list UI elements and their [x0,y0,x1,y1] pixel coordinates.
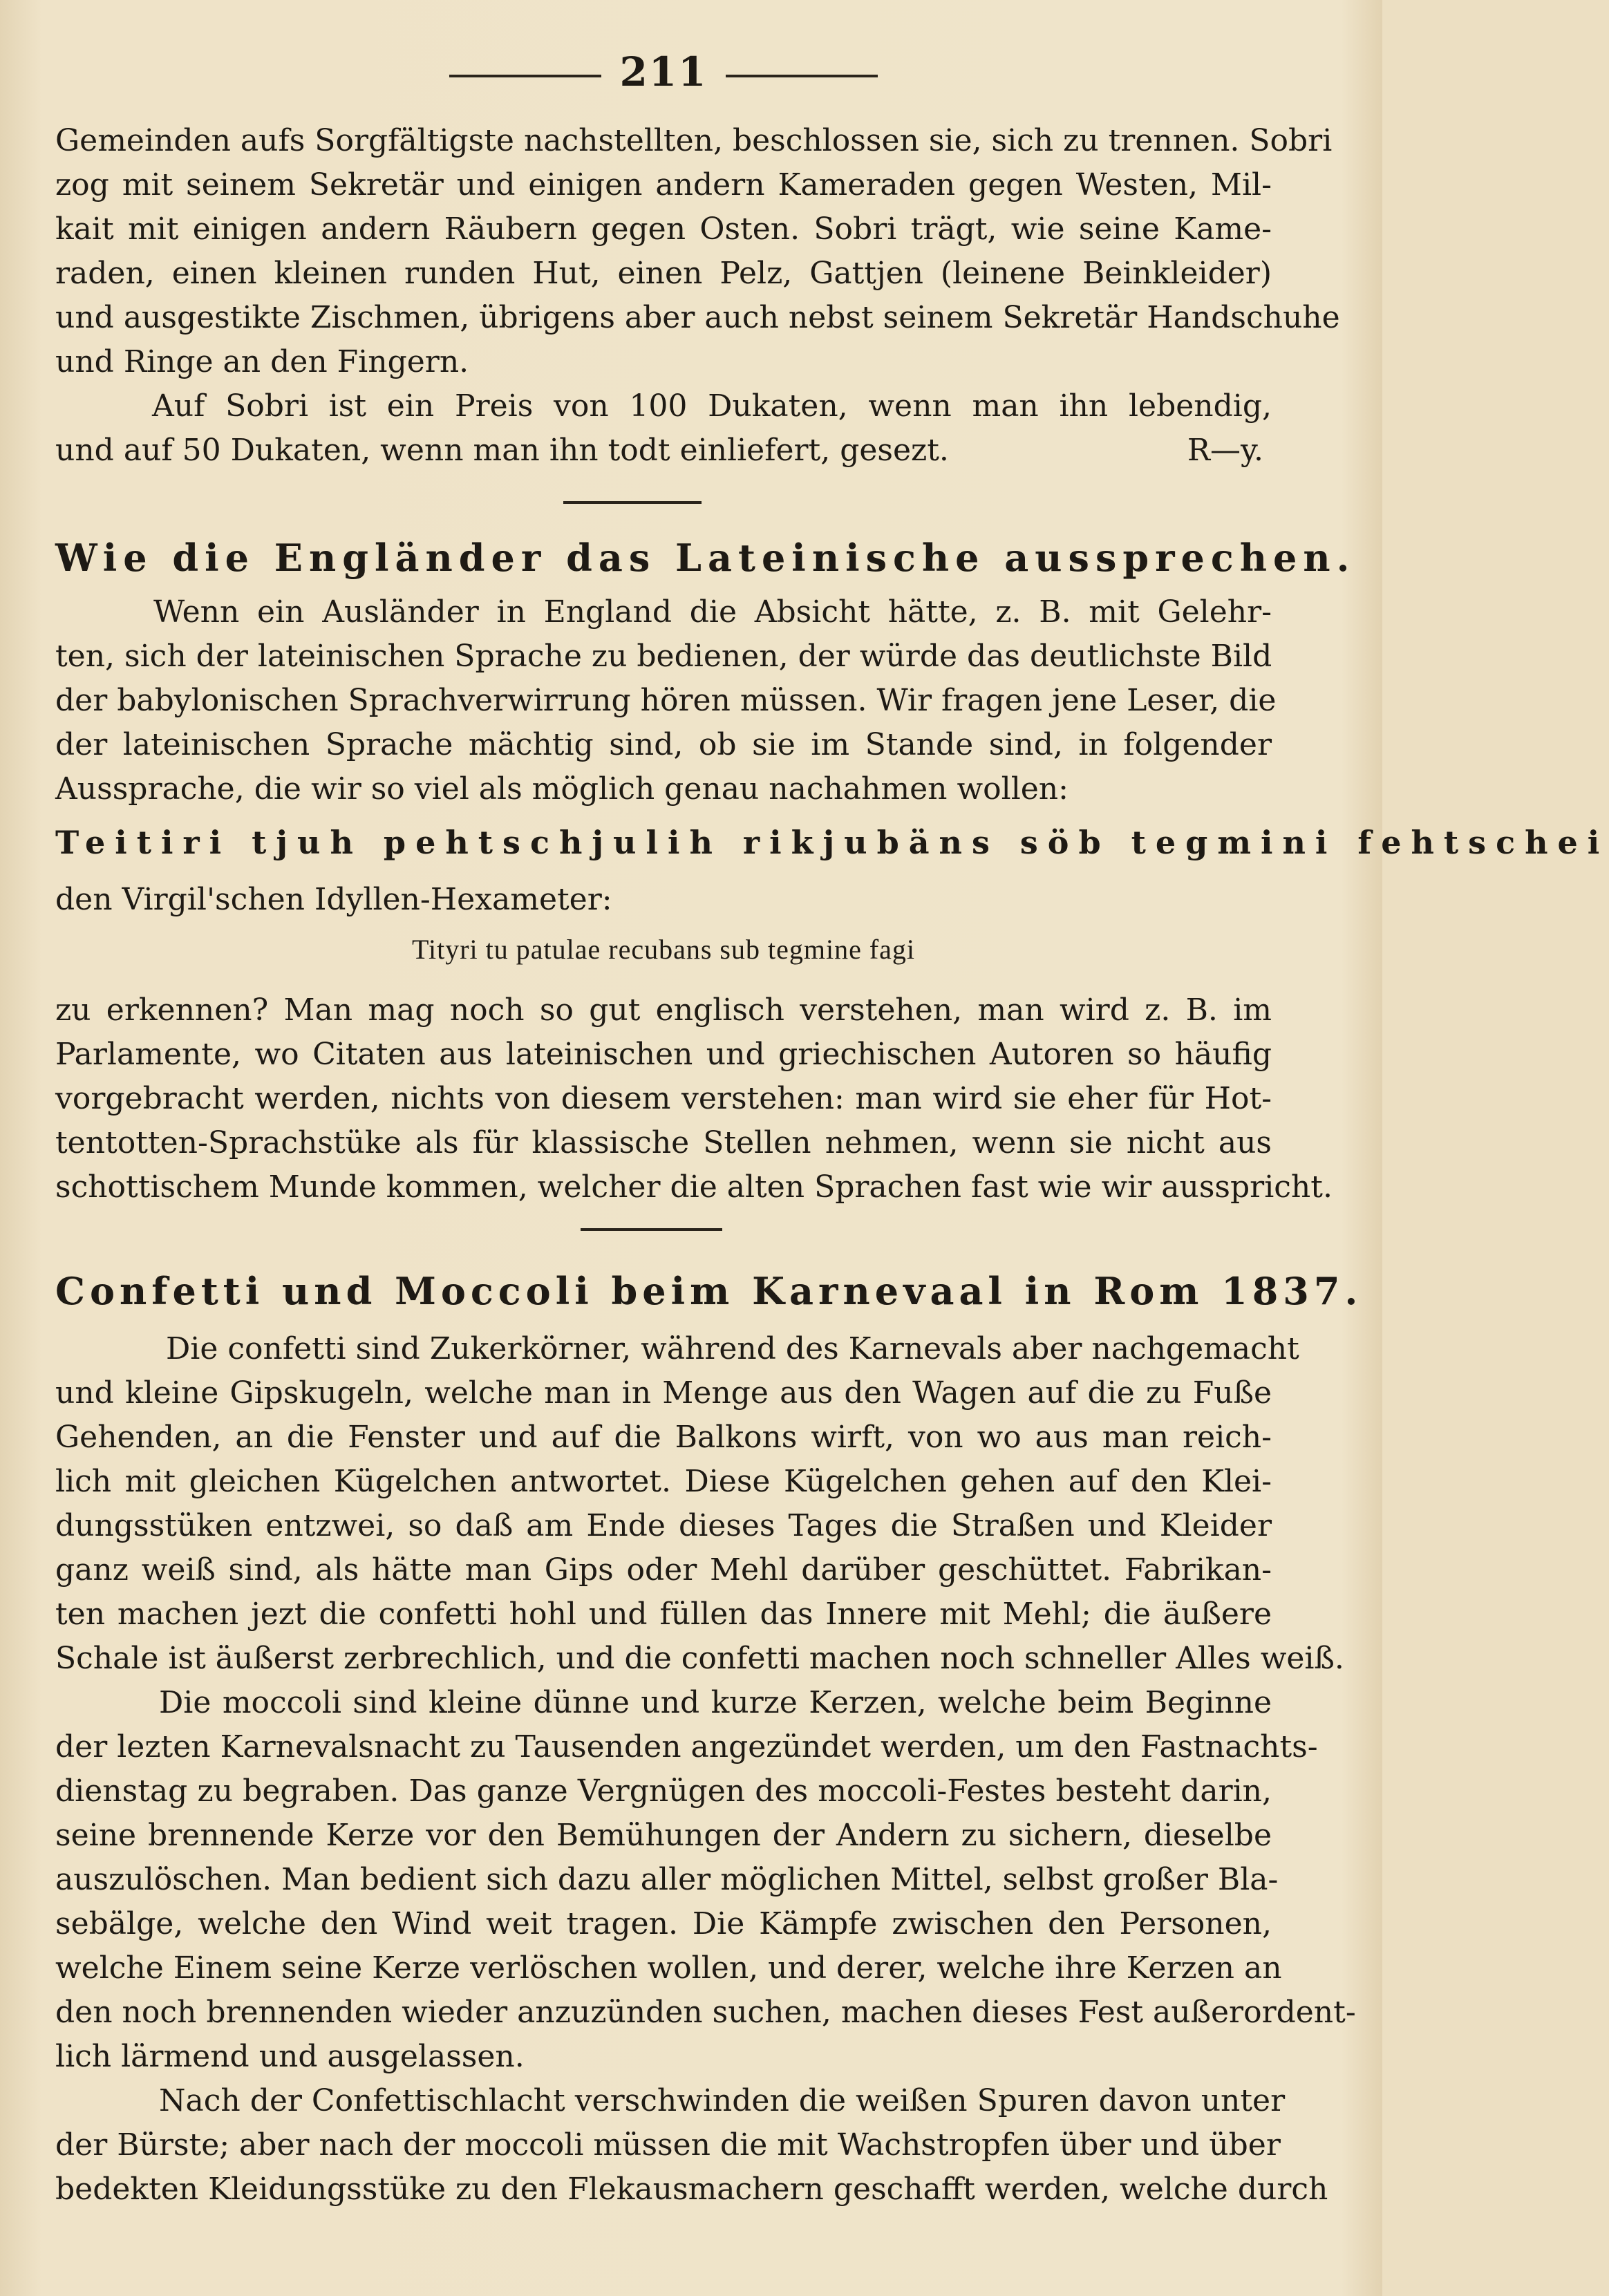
text-line: zog mit seinem Sekretär und einigen andern Kameraden gegen Westen, Mil- [55,167,1272,203]
latin-verse: Tityri tu patulae recubans sub tegmine fagi [411,934,916,965]
text-line: und Ringe an den Fingern. [55,344,469,379]
text-line: und ausgestikte Zischmen, übrigens aber auch nebst seinem Sekretär Handschuhe [55,300,1340,335]
section-separator [581,1228,722,1231]
section-latin-pronunciation-end [55,988,1333,1210]
text-line: den Virgil'schen Idyllen-Hexameter: [55,882,612,917]
text-line: Gehenden, an die Fenster und auf die Balkons wirft, von wo aus man reich- [55,1420,1272,1455]
text-line: und kleine Gipskugeln, welche man in Menge aus den Wagen auf die zu Fuße [55,1375,1272,1411]
article-title: Confetti und Moccoli beim Karnevaal in Rom 1837. [55,1269,1363,1313]
header-rule-left [449,75,601,77]
text-line: seine brennende Kerze vor den Bemühungen der Andern zu sichern, dieselbe [55,1818,1272,1853]
text-line-with-signature [55,429,1272,473]
text-line: ten machen jezt die confetti hohl und füllen das Innere mit Mehl; die äußere [55,1597,1272,1632]
section-latin-pronunciation-cont [55,878,1272,922]
text-line: welche Einem seine Kerze verlöschen wollen, und derer, welche ihre Kerzen an [55,1950,1282,1986]
text-line: vorgebracht werden, nichts von diesem verstehen: man wird sie eher für Hot- [55,1081,1272,1116]
text-line: zu erkennen? Man mag noch so gut englisch verstehen, man wird z. B. im [55,992,1272,1028]
text-line: ganz weiß sind, als hätte man Gips oder Mehl darüber geschüttet. Fabrikan- [55,1552,1272,1588]
article-title: Wie die Engländer das Lateinische aussprechen. [55,536,1356,580]
text-line: sebälge, welche den Wind weit tragen. Die Kämpfe zwischen den Personen, [55,1906,1272,1941]
text-line: Die moccoli sind kleine dünne und kurze Kerzen, welche beim Beginne [159,1685,1272,1720]
text-line: Parlamente, wo Citaten aus lateinischen und griechischen Autoren so häufig [55,1037,1272,1072]
page-number: 211 [619,48,708,95]
text-line: kait mit einigen andern Räubern gegen Osten. Sobri trägt, wie seine Kame- [55,211,1272,247]
text-line: dienstag zu begraben. Das ganze Vergnügen des moccoli-Festes besteht darin, [55,1773,1272,1809]
text-line: den noch brennenden wieder anzuzünden suchen, machen dieses Fest außerordent- [55,1995,1356,2030]
text-line: der Bürste; aber nach der moccoli müssen die mit Wachstropfen über und über [55,2127,1281,2163]
section-latin-pronunciation [55,590,1277,811]
page-header [0,48,1382,95]
text-line: und auf 50 Dukaten, wenn man ihn todt einliefert, gesezt. [55,433,949,468]
text-line: Aussprache, die wir so viel als möglich genau nachahmen wollen: [55,771,1069,807]
text-line: Auf Sobri ist ein Preis von 100 Dukaten, wenn man ihn lebendig, [152,388,1272,424]
text-line: schottischem Munde kommen, welcher die alten Sprachen fast wie wir ausspricht. [55,1169,1333,1205]
text-line: Wenn ein Ausländer in England die Absicht hätte, z. B. mit Gelehr- [153,594,1272,630]
text-line: Nach der Confettischlacht verschwinden die weißen Spuren davon unter [159,2083,1286,2118]
section-sobri-continuation [55,119,1340,473]
text-line: der lateinischen Sprache mächtig sind, ob sie im Stande sind, in folgender [55,727,1272,762]
text-line: raden, einen kleinen runden Hut, einen Pelz, Gattjen (leinene Beinkleider) [55,256,1272,291]
text-line: auszulöschen. Man bedient sich dazu aller möglichen Mittel, selbst großer Bla- [55,1862,1279,1897]
text-line: Schale ist äußerst zerbrechlich, und die confetti machen noch schneller Alles weiß. [55,1641,1344,1676]
text-line: tentotten-Sprachstüke als für klassische Stellen nehmen, wenn sie nicht aus [55,1125,1272,1160]
english-pronunciation-line: Teitiri tjuh pehtschjulih rikjubäns söb tegmini fehtschei [55,824,1609,861]
text-line: Die confetti sind Zukerkörner, während des Karnevals aber nachgemacht [166,1331,1299,1366]
text-line: dungsstüken entzwei, so daß am Ende dieses Tages die Straßen und Kleider [55,1508,1272,1543]
section-confetti-moccoli [55,1327,1356,2212]
section-separator [563,501,702,504]
author-signature: R—y. [1187,433,1263,468]
text-line: Gemeinden aufs Sorgfältigste nachstellten, beschlossen sie, sich zu trennen. Sobri [55,123,1333,158]
text-line: bedekten Kleidungsstüke zu den Flekausmachern geschafft werden, welche durch [55,2172,1328,2207]
text-line: lich mit gleichen Kügelchen antwortet. Diese Kügelchen gehen auf den Klei- [55,1464,1272,1499]
header-rule-right [726,75,878,77]
text-line: der babylonischen Sprachverwirrung hören müssen. Wir fragen jene Leser, die [55,683,1277,718]
text-line: ten, sich der lateinischen Sprache zu bedienen, der würde das deutlichste Bild [55,639,1272,674]
text-line: lich lärmend und ausgelassen. [55,2039,525,2074]
text-line: der lezten Karnevalsnacht zu Tausenden angezündet werden, um den Fastnachts- [55,1729,1318,1765]
